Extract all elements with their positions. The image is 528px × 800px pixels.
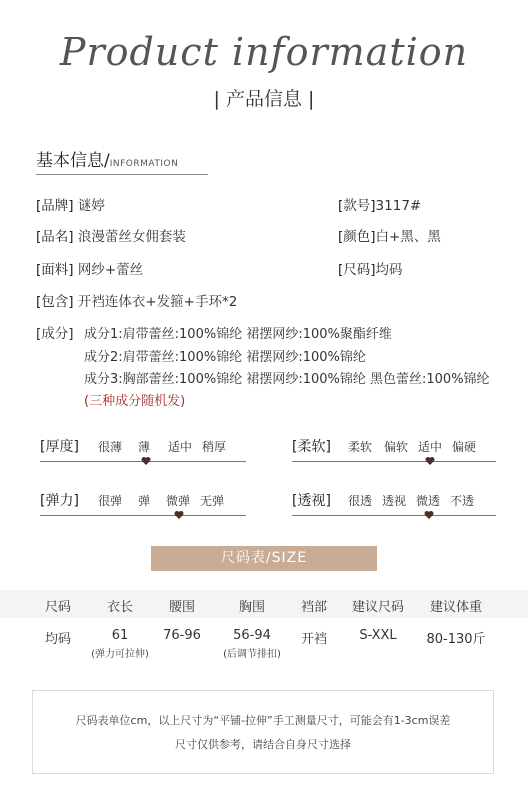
scale-elasticity-heart-icon	[174, 510, 184, 520]
product-info-title: | 产品信息 |	[213, 88, 315, 110]
size-header-suggest-size: 建议尺码	[351, 600, 404, 615]
composition-1: 成分1:肩带蕾丝:100%锦纶 裙摆网纱:100%聚酯纤维	[84, 327, 392, 342]
spec-model	[338, 194, 421, 214]
spec-model-key: [款号]	[338, 198, 376, 214]
spec-brand-value: 谜婷	[77, 198, 105, 214]
size-cell-bust-note: (后调节排扣)	[223, 649, 281, 660]
scale-thickness-opt-4: 稍厚	[202, 440, 227, 454]
spec-brand-key: [品牌]	[36, 198, 74, 214]
scale-transparency-label: [透视]	[292, 493, 331, 509]
size-cell-length: 61	[111, 628, 129, 643]
size-header-length: 衣长	[106, 600, 133, 615]
size-cell-suggest-size: S-XXL	[359, 628, 397, 643]
scale-softness-label: [柔软]	[292, 439, 331, 455]
scale-softness-opt-1: 柔软	[348, 440, 373, 454]
basic-info-subtitle: INFORMATION	[109, 159, 179, 169]
size-cell-crotch: 开裆	[300, 632, 327, 647]
scale-elasticity-label: [弹力]	[40, 493, 79, 509]
basic-info-heading	[36, 146, 178, 171]
spec-fabric	[36, 258, 143, 278]
size-cell-suggest-weight: 80-130斤	[426, 632, 486, 647]
scale-thickness-opt-3: 适中	[168, 440, 193, 454]
basic-info-underline	[36, 174, 208, 175]
size-header-bust: 胸围	[238, 600, 265, 615]
size-note-box	[32, 690, 494, 774]
size-header-crotch: 裆部	[300, 600, 327, 615]
spec-name-value: 浪漫蕾丝女佣套装	[77, 229, 186, 245]
spec-fabric-key: [面料]	[36, 262, 74, 278]
scale-softness-line	[292, 461, 496, 462]
scale-softness-opt-2: 偏软	[384, 440, 409, 454]
size-cell-length-note: (弹力可拉伸)	[91, 649, 149, 660]
spec-size-value: 均码	[375, 262, 403, 278]
composition-3: 成分3:胸部蕾丝:100%锦纶 裙摆网纱:100%锦纶 黑色蕾丝:100%锦纶	[84, 372, 490, 387]
size-header-suggest-weight: 建议体重	[429, 600, 482, 615]
spec-include-key: [包含]	[36, 294, 74, 310]
scale-elasticity-line	[40, 515, 246, 516]
size-header-size: 尺码	[44, 600, 71, 615]
scale-thickness-heart-icon	[141, 456, 151, 466]
basic-info-title: 基本信息	[36, 151, 104, 171]
spec-composition-key: [成分]	[36, 326, 74, 342]
spec-name-key: [品名]	[36, 229, 74, 245]
spec-color-key: [颜色]	[338, 229, 376, 245]
spec-include	[36, 290, 237, 310]
spec-color	[338, 225, 441, 245]
size-note-line-1: 尺码表单位cm，以上尺寸为“平铺-拉伸”手工测量尺寸，可能会有1-3cm误差	[75, 714, 451, 727]
size-header-waist: 腰围	[168, 600, 195, 615]
composition-note: (三种成分随机发)	[84, 394, 186, 409]
basic-info-slash: /	[104, 151, 110, 171]
scale-transparency-opt-2: 透视	[382, 494, 407, 508]
spec-include-value: 开裆连体衣+发箍+手环*2	[77, 294, 238, 310]
spec-name	[36, 225, 186, 245]
scale-thickness-opt-1: 很薄	[98, 440, 123, 454]
scale-elasticity-opt-4: 无弹	[200, 494, 225, 508]
scale-transparency-line	[292, 515, 496, 516]
scale-softness-heart-icon	[425, 456, 435, 466]
spec-color-value: 白+黑、黑	[375, 229, 441, 245]
product-information-script-title: Product information	[59, 30, 469, 74]
scale-transparency-heart-icon	[424, 510, 434, 520]
size-cell-waist: 76-96	[163, 628, 201, 643]
scale-thickness-label: [厚度]	[40, 439, 79, 455]
scale-elasticity-opt-3: 微弹	[166, 494, 191, 508]
spec-size	[338, 258, 403, 278]
size-table-banner: 尺码表/SIZE	[151, 546, 377, 571]
scale-elasticity-opt-2: 弹	[138, 494, 151, 508]
spec-fabric-value: 网纱+蕾丝	[77, 262, 144, 278]
spec-model-value: 3117#	[375, 198, 422, 214]
scale-softness-opt-3: 适中	[418, 440, 443, 454]
scale-thickness-opt-2: 薄	[138, 440, 151, 454]
size-cell-bust: 56-94	[233, 628, 271, 643]
scale-transparency-opt-3: 微透	[416, 494, 441, 508]
composition-2: 成分2:肩带蕾丝:100%锦纶 裙摆网纱:100%锦纶	[84, 350, 366, 365]
size-cell-size: 均码	[44, 632, 71, 647]
scale-transparency-opt-4: 不透	[450, 494, 475, 508]
scale-transparency-opt-1: 很透	[348, 494, 373, 508]
scale-softness-opt-4: 偏硬	[452, 440, 477, 454]
size-note-line-2: 尺寸仅供参考，请结合自身尺寸选择	[175, 738, 351, 751]
scale-elasticity-opt-1: 很弹	[98, 494, 123, 508]
spec-brand	[36, 194, 105, 214]
spec-size-key: [尺码]	[338, 262, 376, 278]
